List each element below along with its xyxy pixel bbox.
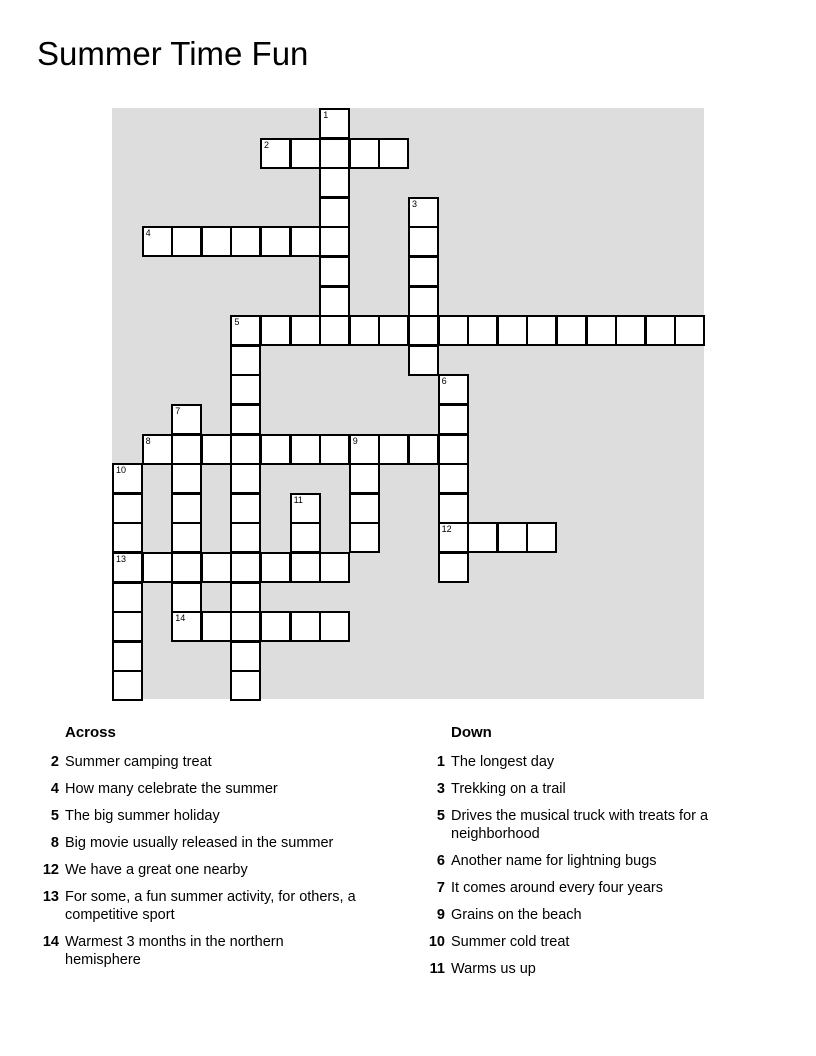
crossword-cell[interactable] <box>319 434 350 465</box>
crossword-cell[interactable] <box>349 522 380 553</box>
crossword-cell[interactable] <box>260 138 291 169</box>
crossword-cell[interactable] <box>290 226 321 257</box>
crossword-cell[interactable] <box>319 552 350 583</box>
clue-number: 11 <box>429 961 445 977</box>
clue-number: 6 <box>436 853 445 869</box>
crossword-cell[interactable] <box>112 552 143 583</box>
crossword-cell[interactable] <box>408 345 439 376</box>
crossword-cell[interactable] <box>171 611 202 642</box>
crossword-cell[interactable] <box>438 463 469 494</box>
across-clue <box>37 888 357 924</box>
crossword-cell[interactable] <box>438 315 469 346</box>
clue-text: Grains on the beach <box>451 907 582 923</box>
crossword-cell[interactable] <box>438 493 469 524</box>
crossword-cell[interactable] <box>645 315 676 346</box>
cell-number: 2 <box>264 139 270 150</box>
cell-number: 4 <box>145 228 151 239</box>
clue-number: 4 <box>50 781 59 797</box>
crossword-cell[interactable] <box>319 611 350 642</box>
crossword-cell[interactable] <box>615 315 646 346</box>
crossword-cell[interactable] <box>319 197 350 228</box>
crossword-cell[interactable] <box>438 404 469 435</box>
crossword-cell[interactable] <box>112 522 143 553</box>
clue-text: Warms us up <box>451 961 536 977</box>
cell-number: 1 <box>323 110 329 120</box>
across-clues <box>37 722 357 978</box>
crossword-cell[interactable] <box>319 167 350 198</box>
cell-number: 8 <box>145 435 151 446</box>
crossword-cell[interactable] <box>349 138 380 169</box>
crossword-cell[interactable] <box>260 552 291 583</box>
cell-number: 10 <box>116 465 127 476</box>
cell-number: 9 <box>352 435 358 446</box>
crossword-cell[interactable] <box>408 434 439 465</box>
crossword-cell[interactable] <box>171 404 202 435</box>
crossword-cell[interactable] <box>467 315 498 346</box>
crossword-cell[interactable] <box>378 315 409 346</box>
crossword-cell[interactable] <box>112 641 143 672</box>
crossword-cell[interactable] <box>142 226 173 257</box>
clue-number: 1 <box>436 754 445 770</box>
crossword-cell[interactable] <box>230 315 261 346</box>
across-clue <box>37 780 357 798</box>
crossword-cell[interactable] <box>201 611 232 642</box>
down-clue <box>423 933 723 951</box>
crossword-cell[interactable] <box>142 434 173 465</box>
crossword-cell[interactable] <box>171 226 202 257</box>
crossword-cell[interactable] <box>290 522 321 553</box>
crossword-cell[interactable] <box>408 315 439 346</box>
down-clues <box>423 722 723 987</box>
crossword-cell[interactable] <box>112 670 143 701</box>
crossword-cell[interactable] <box>230 552 261 583</box>
crossword-cell[interactable] <box>408 256 439 287</box>
clue-number: 12 <box>42 862 59 878</box>
crossword-cell[interactable] <box>586 315 617 346</box>
crossword-cell[interactable] <box>349 434 380 465</box>
clue-text: Big movie usually released in the summer <box>65 835 334 851</box>
crossword-cell[interactable] <box>230 463 261 494</box>
across-clue <box>37 933 357 969</box>
crossword-cell[interactable] <box>171 552 202 583</box>
clue-text: Drives the musical truck with treats for a neighborhood <box>451 808 709 842</box>
crossword-cell[interactable] <box>349 493 380 524</box>
crossword-cell[interactable] <box>230 611 261 642</box>
crossword-cell[interactable] <box>230 493 261 524</box>
crossword-cell[interactable] <box>497 522 528 553</box>
cell-number: 5 <box>234 317 240 328</box>
cell-number: 3 <box>412 198 418 209</box>
crossword-cell[interactable] <box>319 256 350 287</box>
crossword-cell[interactable] <box>260 226 291 257</box>
crossword-cell[interactable] <box>556 315 587 346</box>
crossword-grid <box>112 108 704 699</box>
down-clue <box>423 906 723 924</box>
down-clue-list <box>423 753 723 978</box>
clue-number: 9 <box>436 907 445 923</box>
crossword-cell[interactable] <box>378 138 409 169</box>
cell-number: 13 <box>116 554 127 564</box>
across-clue <box>37 753 357 771</box>
crossword-cell[interactable] <box>290 434 321 465</box>
crossword-cell[interactable] <box>230 522 261 553</box>
crossword-cell[interactable] <box>526 315 557 346</box>
clue-text: Warmest 3 months in the northern hemisphere <box>65 934 284 968</box>
clue-text: Summer camping treat <box>65 754 212 770</box>
crossword-cell[interactable] <box>112 611 143 642</box>
crossword-cell[interactable] <box>378 434 409 465</box>
clue-number: 3 <box>436 781 445 797</box>
clue-text: We have a great one nearby <box>65 862 248 878</box>
crossword-cell[interactable] <box>260 315 291 346</box>
clue-text: The longest day <box>451 754 555 770</box>
down-clue <box>423 780 723 798</box>
down-heading: Down <box>451 724 492 741</box>
across-clue <box>37 807 357 825</box>
crossword-cell[interactable] <box>290 138 321 169</box>
clue-text: For some, a fun summer activity, for others, a competitive sport <box>65 889 356 923</box>
crossword-cell[interactable] <box>171 493 202 524</box>
crossword-cell[interactable] <box>408 226 439 257</box>
crossword-cell[interactable] <box>201 552 232 583</box>
crossword-cell[interactable] <box>497 315 528 346</box>
clue-number: 5 <box>436 808 445 824</box>
crossword-cell[interactable] <box>290 552 321 583</box>
crossword-cell[interactable] <box>290 611 321 642</box>
crossword-cell[interactable] <box>319 315 350 346</box>
cell-number: 7 <box>175 406 181 416</box>
crossword-cell[interactable] <box>230 641 261 672</box>
cell-number: 6 <box>441 376 447 387</box>
crossword-cell[interactable] <box>230 374 261 405</box>
crossword-cell[interactable] <box>112 582 143 613</box>
crossword-cell[interactable] <box>319 108 350 139</box>
crossword-cell[interactable] <box>349 463 380 494</box>
crossword-cell[interactable] <box>290 315 321 346</box>
crossword-cell[interactable] <box>230 404 261 435</box>
crossword-cell[interactable] <box>438 522 469 553</box>
cell-number: 14 <box>175 613 186 624</box>
clue-number: 2 <box>50 754 59 770</box>
page-title: Summer Time Fun <box>37 35 309 72</box>
down-clue <box>423 852 723 870</box>
crossword-cell[interactable] <box>290 493 321 524</box>
crossword-cell[interactable] <box>467 522 498 553</box>
across-heading: Across <box>65 724 116 741</box>
crossword-cell[interactable] <box>438 374 469 405</box>
clue-text: It comes around every four years <box>451 880 663 896</box>
clue-number: 13 <box>42 889 59 905</box>
crossword-cell[interactable] <box>319 226 350 257</box>
crossword-cell[interactable] <box>230 434 261 465</box>
clue-number: 5 <box>50 808 59 824</box>
crossword-cell[interactable] <box>171 582 202 613</box>
crossword-cell[interactable] <box>260 434 291 465</box>
clue-text: How many celebrate the summer <box>65 781 278 797</box>
across-clue <box>37 834 357 852</box>
clue-number: 10 <box>428 934 445 950</box>
cell-number: 12 <box>441 524 452 535</box>
crossword-cell[interactable] <box>438 552 469 583</box>
crossword-cell[interactable] <box>230 582 261 613</box>
down-clue <box>423 753 723 771</box>
crossword-cell[interactable] <box>408 286 439 317</box>
crossword-cell[interactable] <box>171 434 202 465</box>
crossword-cell[interactable] <box>438 434 469 465</box>
crossword-cell[interactable] <box>319 286 350 317</box>
crossword-cell[interactable] <box>230 226 261 257</box>
clue-text: Trekking on a trail <box>451 781 566 797</box>
clue-text: Another name for lightning bugs <box>451 853 657 869</box>
cell-number: 11 <box>293 494 303 505</box>
crossword-cell[interactable] <box>142 552 173 583</box>
clue-text: Summer cold treat <box>451 934 570 950</box>
crossword-cell[interactable] <box>230 345 261 376</box>
down-clue <box>423 807 723 843</box>
across-clue-list <box>37 753 357 969</box>
crossword-cell[interactable] <box>319 138 350 169</box>
crossword-cell[interactable] <box>260 611 291 642</box>
down-clue <box>423 879 723 897</box>
clue-number: 8 <box>50 835 59 851</box>
crossword-cell[interactable] <box>230 670 261 701</box>
clue-number: 7 <box>436 880 445 896</box>
crossword-cell[interactable] <box>171 522 202 553</box>
crossword-cell[interactable] <box>201 434 232 465</box>
crossword-cell[interactable] <box>171 463 202 494</box>
crossword-cell[interactable] <box>201 226 232 257</box>
clue-text: The big summer holiday <box>65 808 220 824</box>
crossword-cell[interactable] <box>349 315 380 346</box>
down-clue <box>423 960 723 978</box>
crossword-cell[interactable] <box>408 197 439 228</box>
crossword-cell[interactable] <box>526 522 557 553</box>
crossword-cell[interactable] <box>112 463 143 494</box>
crossword-cell[interactable] <box>674 315 705 346</box>
crossword-cell[interactable] <box>112 493 143 524</box>
clue-number: 14 <box>42 934 59 950</box>
across-clue <box>37 861 357 879</box>
